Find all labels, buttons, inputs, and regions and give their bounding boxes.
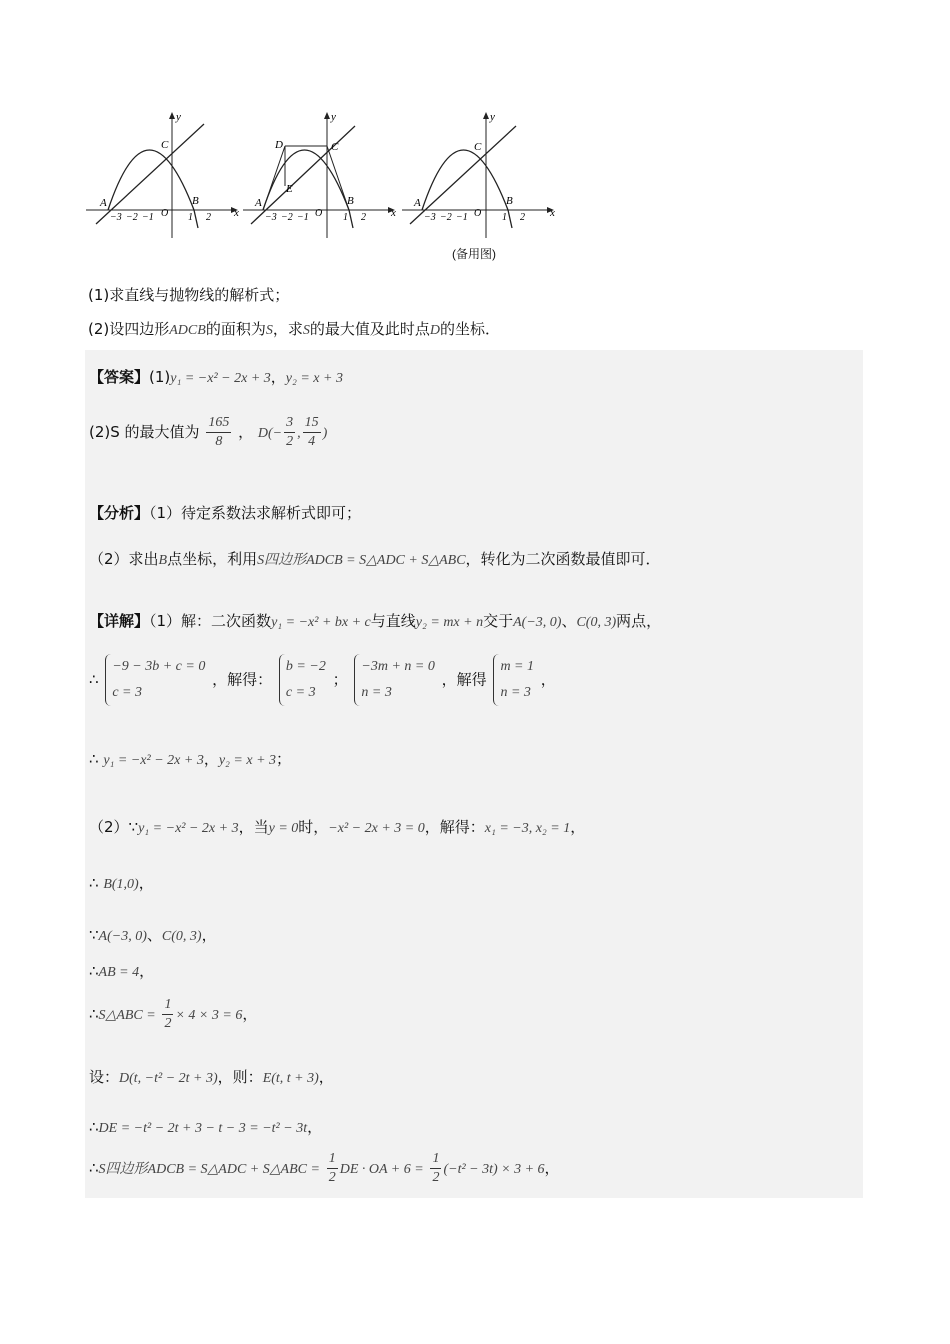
detail-line-11: ∴S四边形ADCB = S△ADC + S△ABC = $\frac{1}{2}$ DE · OA + 6 = $\frac{1}{2}$ (−t² − 3t) × 3 + 6， bbox=[89, 1151, 560, 1185]
svg-text:−1: −1 bbox=[142, 212, 154, 223]
svg-text:−3: −3 bbox=[110, 212, 122, 223]
svg-text:O: O bbox=[315, 208, 323, 219]
graph-1 bbox=[86, 110, 246, 246]
svg-text:B: B bbox=[506, 195, 513, 207]
detail-line-2: ∴ −9 − 3b + c = 0 c = 3 ，解得： b = −2 c = 3 ； −3m + n = 0 n = 3 ，解得 m = 1 n = 3 ， bbox=[89, 654, 857, 706]
svg-text:2: 2 bbox=[361, 212, 366, 223]
svg-text:−2: −2 bbox=[126, 212, 138, 223]
svg-text:−3: −3 bbox=[265, 212, 277, 223]
svg-text:1: 1 bbox=[188, 212, 193, 223]
svg-text:B: B bbox=[347, 195, 354, 207]
svg-text:A: A bbox=[100, 197, 107, 209]
svg-text:1: 1 bbox=[502, 212, 507, 223]
detail-line-1: 【详解】（1）解：二次函数y₁ = −x² + bx + c与直线y₂ = mx + n交于A(−3, 0)、C(0, 3)两点， bbox=[89, 612, 662, 630]
svg-text:x: x bbox=[391, 207, 396, 219]
svg-text:E: E bbox=[286, 183, 293, 195]
detail-line-10: ∴DE = −t² − 2t + 3 − t − 3 = −t² − 3t， bbox=[89, 1118, 323, 1136]
svg-text:−1: −1 bbox=[456, 212, 468, 223]
detail-line-8: ∴S△ABC = $\frac{1}{2}$ × 4 × 3 = 6， bbox=[89, 997, 258, 1031]
graph-3 bbox=[402, 110, 562, 246]
svg-text:x: x bbox=[550, 207, 555, 219]
question-2: (2)设四边形ADCB的面积为S，求S的最大值及此时点D的坐标． bbox=[88, 320, 500, 338]
svg-text:C: C bbox=[474, 141, 482, 153]
svg-text:−1: −1 bbox=[297, 212, 309, 223]
svg-text:y: y bbox=[331, 111, 336, 123]
question-1: (1)求直线与抛物线的解析式； bbox=[88, 286, 290, 304]
svg-text:B: B bbox=[192, 195, 199, 207]
svg-text:A: A bbox=[255, 197, 262, 209]
svg-text:y: y bbox=[176, 111, 181, 123]
solution-panel bbox=[85, 350, 863, 1198]
figure-caption: (备用图) bbox=[452, 247, 496, 261]
svg-text:x: x bbox=[234, 207, 239, 219]
svg-text:−2: −2 bbox=[281, 212, 293, 223]
svg-text:D: D bbox=[275, 139, 283, 151]
svg-text:2: 2 bbox=[520, 212, 525, 223]
svg-text:−2: −2 bbox=[440, 212, 452, 223]
svg-text:−3: −3 bbox=[424, 212, 436, 223]
svg-text:C: C bbox=[161, 139, 169, 151]
svg-text:2: 2 bbox=[206, 212, 211, 223]
svg-text:y: y bbox=[490, 111, 495, 123]
svg-text:C: C bbox=[331, 141, 339, 153]
detail-line-5: ∴ B(1,0)， bbox=[89, 874, 154, 892]
detail-line-3: ∴ y₁ = −x² − 2x + 3，y₂ = x + 3； bbox=[89, 750, 292, 768]
detail-line-7: ∴AB = 4， bbox=[89, 962, 155, 980]
svg-text:A: A bbox=[414, 197, 421, 209]
detail-line-4: （2）∵y₁ = −x² − 2x + 3，当y = 0时，−x² − 2x + 3 = 0，解得：x₁ = −3, x₂ = 1， bbox=[89, 818, 586, 836]
svg-text:O: O bbox=[474, 208, 482, 219]
analysis-line-2: （2）求出B点坐标，利用S四边形ADCB = S△ADC + S△ABC，转化为二次函数最值即可． bbox=[89, 550, 661, 568]
detail-line-6: ∵A(−3, 0)、C(0, 3)， bbox=[89, 926, 217, 944]
answer-line-1: 【答案】(1)y₁ = −x² − 2x + 3，y₂ = x + 3 bbox=[89, 368, 343, 386]
graph-2 bbox=[243, 110, 403, 246]
svg-text:1: 1 bbox=[343, 212, 348, 223]
analysis-line-1: 【分析】（1）待定系数法求解析式即可； bbox=[89, 504, 362, 522]
answer-line-2: (2)S 的最大值为 $\frac{165}{8}$ ， D(− $\frac{3}{2}$ , $\frac{15}{4}$ ) bbox=[89, 415, 328, 449]
detail-line-9: 设：D(t, −t² − 2t + 3)，则：E(t, t + 3)， bbox=[89, 1068, 334, 1086]
svg-text:O: O bbox=[161, 208, 169, 219]
